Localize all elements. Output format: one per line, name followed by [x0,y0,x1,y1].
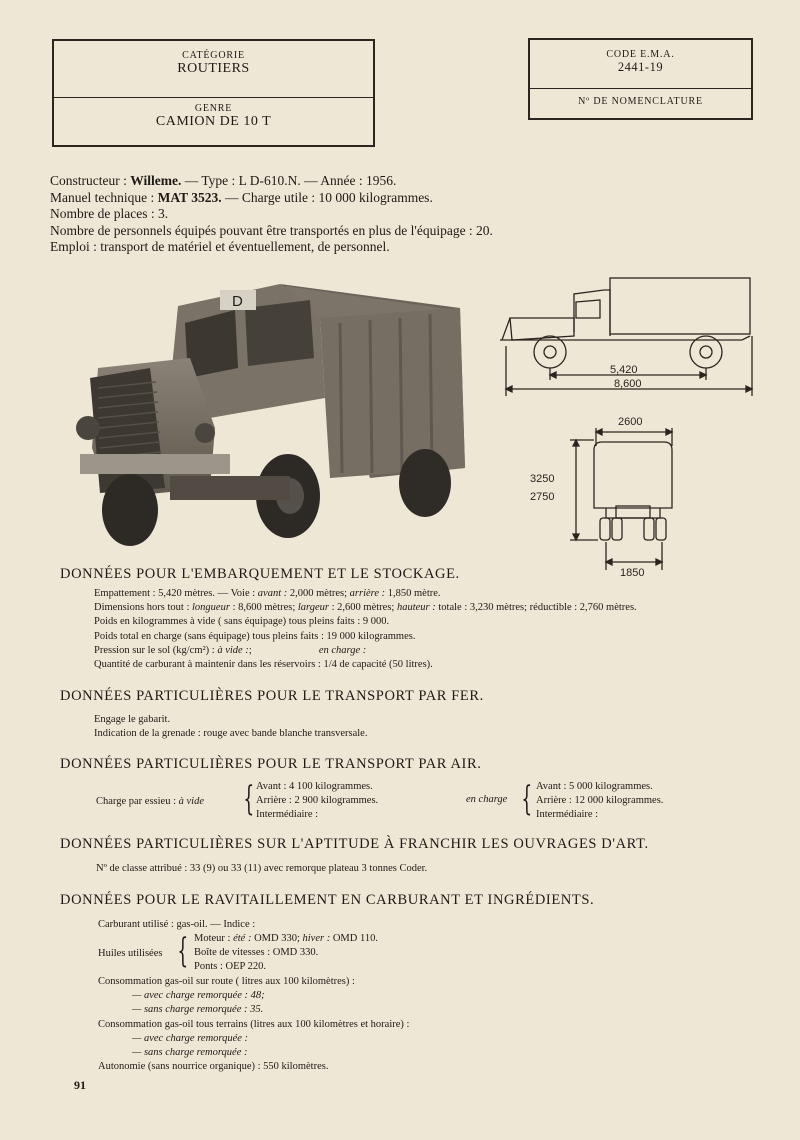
brace: { [177,931,189,971]
intro-line: Nombre de places : 3. [50,206,169,222]
wheelbase-dimension: 5,420 [610,364,638,376]
category-label: CATÉGORIE [182,50,245,61]
cab-letter: D [232,293,243,310]
section-title-bridges: DONNÉES PARTICULIÈRES SUR L'APTITUDE À FRANCHIR LES OUVRAGES D'ART. [60,836,649,852]
intro-line: Nombre de personnels équipés pouvant être transportés en plus de l'équipage : 20. [50,222,493,238]
vehicle-intro [50,173,650,256]
text: Charge par essieu : [96,796,179,807]
text: OMD 330; [251,933,303,944]
section-title-air: DONNÉES PARTICULIÈRES POUR LE TRANSPORT PAR AIR. [60,756,482,772]
text: ; [248,644,252,656]
width-dimension: 2600 [618,416,643,428]
text: 1,850 mètre. [385,588,441,599]
data-line: Indication de la grenade : rouge avec bande blanche transversale. [94,728,368,740]
section-title-fuel: DONNÉES POUR LE RAVITAILLEMENT EN CARBURANT ET INGRÉDIENTS. [60,892,595,908]
data-line: Arrière : 2 900 kilogrammes. [256,795,379,807]
code-label: CODE E.M.A. [606,49,675,60]
section-title-rail: DONNÉES PARTICULIÈRES POUR LE TRANSPORT PAR FER. [60,688,484,704]
text: hiver : [302,933,331,944]
data-line: — sans charge remorquée : [132,1047,248,1059]
section-body-air [0,780,800,824]
consumption-list [98,975,409,1074]
text: 2,000 mètres; [287,588,350,599]
text: : 2,600 mètres; [329,602,397,614]
oils-label: Huiles utilisées [98,948,163,959]
brace: { [243,779,255,819]
data-line: Carburant utilisé : gas-oil. — Indice : [98,919,256,930]
section-body-loading [94,587,637,672]
intro-line [50,190,650,207]
text: — Charge utile : 10 000 kilogrammes. [221,189,433,205]
data-line: Nº de classe attribué : 33 (9) ou 33 (11) avec remorque plateau 3 tonnes Coder. [96,863,428,874]
data-line: Avant : 4 100 kilogrammes. [256,781,373,792]
text: en charge [466,794,508,805]
data-line: Intermédiaire : [536,809,599,821]
axle-load-label [96,795,204,809]
front-wheel [534,336,566,368]
brace: { [521,779,533,819]
data-line: Arrière : 12 000 kilogrammes. [536,795,664,807]
data-line: Quantité de carburant à maintenir dans les réservoirs : 1/4 de capacité (50 litres). [94,659,433,671]
text: avant : [257,588,288,599]
category-value: ROUTIERS [177,61,250,76]
data-line: Boîte de vitesses : OMD 330. [194,947,319,959]
nomenclature-label: Nº DE NOMENCLATURE [578,96,703,107]
body-outline [594,442,672,508]
section-title-loading: DONNÉES POUR L'EMBARQUEMENT ET LE STOCKAGE. [60,566,460,582]
text: à vide [178,796,204,807]
data-line: Poids total en charge (sans équipage) tous pleins faits : 19 000 kilogrammes. [94,630,416,642]
text: Empattement : 5,420 mètres. — Voie : [94,588,258,599]
cab-outline [574,290,610,336]
data-line [94,601,637,615]
loaded-label [466,793,507,807]
manual-ref: MAT 3523. [157,189,222,205]
text: arrière : [349,588,386,599]
empty-load-list [256,780,378,823]
text: Dimensions hors tout : [94,602,193,614]
data-line: Ponts : OEP 220. [194,961,266,973]
intro-line [50,173,650,190]
code-box [528,38,753,120]
cargo-box [610,278,750,334]
section-body-rail [94,713,367,741]
intro-line: Emploi : transport de matériel et éventuellement, de personnel. [50,239,390,255]
data-line: Intermédiaire : [256,809,319,821]
length-dimension: 8,600 [614,378,642,390]
genre-value: CAMION DE 10 T [155,114,272,129]
front-view-drawing [522,410,722,580]
data-line [194,932,378,946]
text: longueur [192,602,230,614]
data-line: Poids en kilogrammes à vide ( sans équipage) tous pleins faits : 9 000. [94,616,390,628]
data-line: Consommation gas-oil sur route ( litres aux 100 kilomètres) : [98,976,355,987]
manufacturer-name: Willeme. [130,173,182,188]
text: Constructeur : [50,173,131,188]
data-line: — sans charge remorquée : 35. [132,1004,264,1016]
text: hauteur : [396,602,436,614]
text: Moteur : [194,933,234,944]
truck-photo [70,278,480,550]
text: en charge : [318,644,367,656]
text: — Type : L D-610.N. — Année : 1956. [181,173,397,188]
genre-cell [54,97,373,145]
data-line: — avec charge remorquée : 48; [132,990,265,1002]
section-body-bridges [96,862,427,876]
data-line: Avant : 5 000 kilogrammes. [536,781,653,792]
track-dimension: 1850 [620,567,645,579]
data-line: Engage le gabarit. [94,714,171,725]
section-body-fuel [0,918,800,1078]
text: largeur [297,602,330,614]
oils-list [194,932,378,975]
text: OMD 110. [330,933,378,944]
loaded-load-list [536,780,663,823]
side-view-drawing [492,276,762,404]
category-box [52,39,375,147]
height-reduced-dimension: 2750 [530,491,555,503]
nomenclature-cell [530,88,751,118]
text: : 8,600 mètres; [229,602,298,614]
text: Manuel technique : [50,189,158,205]
data-line [94,587,637,601]
data-line [94,644,637,658]
rear-wheel [690,336,722,368]
category-cell [54,41,373,97]
text: à vide : [217,644,249,656]
data-line: Autonomie (sans nourrice organique) : 550 kilomètres. [98,1061,329,1073]
page-number: 91 [74,1078,86,1092]
text: totale : 3,230 mètres; réductible : 2,760 mètres. [435,602,637,614]
text: Pression sur le sol (kg/cm²) : [94,644,218,656]
data-line: — avec charge remorquée : [132,1032,249,1044]
data-line: Consommation gas-oil tous terrains (litres aux 100 kilomètres et horaire) : [98,1018,410,1030]
genre-label: GENRE [194,103,233,114]
height-total-dimension: 3250 [530,473,555,485]
code-value: 2441-19 [617,60,664,74]
text: été : [233,933,252,944]
code-cell [530,40,751,88]
